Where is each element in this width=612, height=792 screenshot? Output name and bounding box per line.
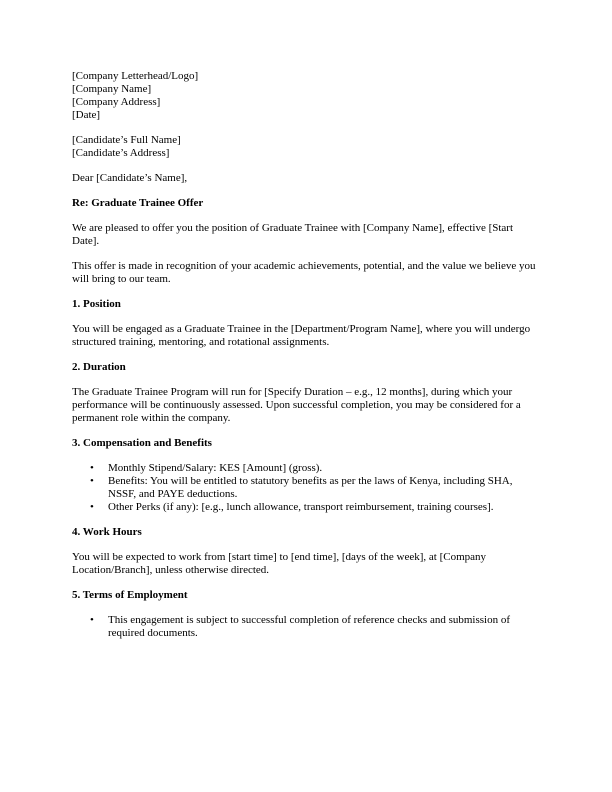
company-letterhead: [Company Letterhead/Logo] (72, 70, 199, 82)
list-item-benefits (72, 475, 540, 501)
list-item-text: This engagement is subject to successful completion of reference checks and submission of required documents. (108, 614, 510, 639)
compensation-list (72, 462, 542, 514)
list-item-text: Other Perks (if any): [e.g., lunch allowance, transport reimbursement, training courses]. (108, 501, 494, 513)
company-address: [Company Address] (72, 96, 161, 108)
bullet-icon: • (90, 614, 94, 626)
bullet-icon: • (90, 501, 94, 513)
intro-paragraph-recognition: This offer is made in recognition of your academic achievements, potential, and the value we believe you will bring to our team. (72, 260, 536, 285)
section-body-work-hours: You will be expected to work from [start time] to [end time], [days of the week], at [Company Location/Branch], unless otherwise directed. (72, 551, 487, 576)
section-heading-position: 1. Position (72, 298, 121, 310)
section-heading-duration: 2. Duration (72, 361, 126, 373)
bullet-icon: • (90, 462, 94, 474)
section-heading-work-hours: 4. Work Hours (72, 526, 142, 538)
salutation: Dear [Candidate’s Name], (72, 172, 188, 184)
section-body-position: You will be engaged as a Graduate Trainee in the [Department/Program Name], where you will undergo structured training, mentoring, and rotational assignments. (72, 323, 531, 348)
sender-block (72, 70, 542, 122)
bullet-icon: • (90, 475, 94, 487)
offer-letter-page (72, 70, 542, 652)
subject-line: Re: Graduate Trainee Offer (72, 197, 204, 209)
intro-paragraph-offer: We are pleased to offer you the position of Graduate Trainee with [Company Name], effective [Start Date]. (72, 222, 514, 247)
candidate-full-name: [Candidate’s Full Name] (72, 134, 181, 146)
candidate-address: [Candidate’s Address] (72, 147, 170, 159)
section-heading-compensation: 3. Compensation and Benefits (72, 437, 212, 449)
letter-date: [Date] (72, 109, 101, 121)
terms-list (72, 614, 542, 640)
list-item-perks (72, 501, 540, 514)
list-item-reference-checks (72, 614, 540, 640)
section-body-duration: The Graduate Trainee Program will run for [Specify Duration – e.g., 12 months], during which your performance will be continuously assessed. Upon successful completion, you may be considered for a permanent role within the company. (72, 386, 521, 424)
list-item-stipend (72, 462, 540, 475)
list-item-text: Monthly Stipend/Salary: KES [Amount] (gross). (108, 462, 323, 474)
recipient-block (72, 134, 542, 160)
list-item-text: Benefits: You will be entitled to statutory benefits as per the laws of Kenya, including SHA, NSSF, and PAYE deductions. (108, 475, 513, 500)
company-name: [Company Name] (72, 83, 152, 95)
section-heading-terms: 5. Terms of Employment (72, 589, 188, 601)
